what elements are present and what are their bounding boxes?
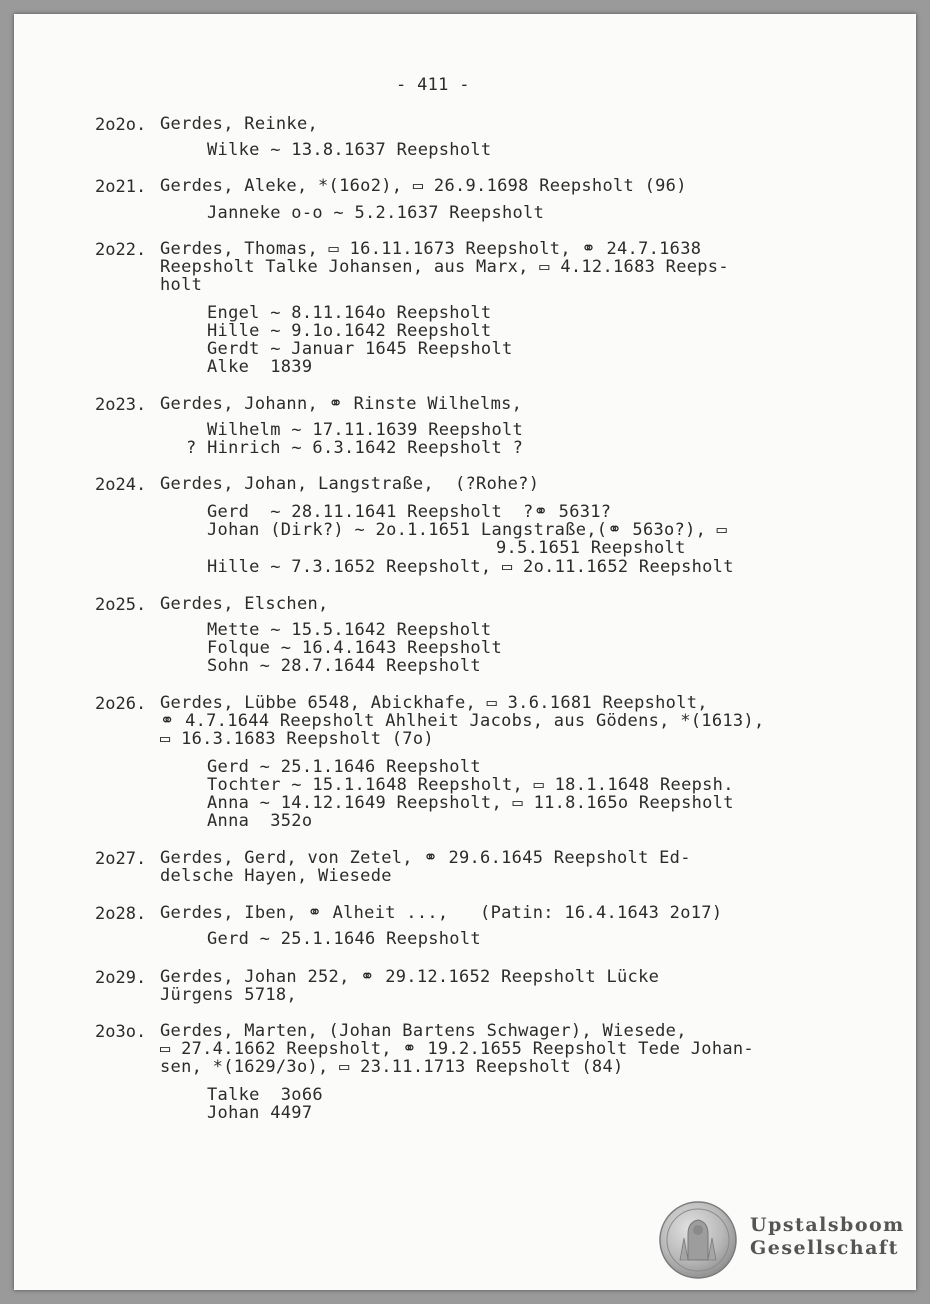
entry-heading: Gerdes, Lübbe 6548, Abickhafe, ▭ 3.6.1681 Reepsholt, [160,693,708,713]
entry-number: 2o29. [95,968,147,988]
entry-line: ▭ 16.3.1683 Reepsholt (7o) [160,729,434,749]
child-line: Gerdt ~ Januar 1645 Reepsholt [207,339,513,359]
entry-line: ▭ 27.4.1662 Reepsholt, ⚭ 19.2.1655 Reepsholt Tede Johan- [160,1039,754,1059]
child-line: Wilhelm ~ 17.11.1639 Reepsholt [207,420,524,440]
child-line: Gerd ~ 25.1.1646 Reepsholt [207,929,481,949]
child-line: Tochter ~ 15.1.1648 Reepsholt, ▭ 18.1.1648 Reepsh. [207,775,734,795]
entry-heading: Gerdes, Johan 252, ⚭ 29.12.1652 Reepsholt Lücke [160,967,660,987]
entry-number: 2o21. [95,177,147,197]
entry-heading: Gerdes, Elschen, [160,594,329,614]
child-line: Anna 352o [207,811,313,831]
child-line: Mette ~ 15.5.1642 Reepsholt [207,620,492,640]
child-line: 9.5.1651 Reepsholt [496,538,686,558]
entry-number: 2o3o. [95,1022,147,1042]
child-line: Johan 4497 [207,1103,313,1123]
society-name-line1: Upstalsboom [750,1214,905,1236]
child-line: Janneke o-o ~ 5.2.1637 Reepsholt [207,203,545,223]
society-name-line2: Gesellschaft [750,1237,899,1259]
child-line: Gerd ~ 28.11.1641 Reepsholt ?⚭ 5631? [207,502,612,522]
entry-heading: Gerdes, Johan, Langstraße, (?Rohe?) [160,474,540,494]
entry-line: Jürgens 5718, [160,985,297,1005]
entry-heading: Gerdes, Thomas, ▭ 16.11.1673 Reepsholt, ⚭ 24.7.1638 [160,239,702,259]
child-line: Johan (Dirk?) ~ 2o.1.1651 Langstraße,(⚭ 563o?), ▭ [207,520,728,540]
entry-number: 2o27. [95,849,147,869]
child-line: Hille ~ 7.3.1652 Reepsholt, ▭ 2o.11.1652 Reepsholt [207,557,734,577]
entry-line: Reepsholt Talke Johansen, aus Marx, ▭ 4.12.1683 Reeps- [160,257,729,277]
entry-line: sen, *(1629/3o), ▭ 23.11.1713 Reepsholt (84) [160,1057,624,1077]
child-line: Folque ~ 16.4.1643 Reepsholt [207,638,502,658]
society-name [750,1214,905,1260]
entry-line: ⚭ 4.7.1644 Reepsholt Ahlheit Jacobs, aus Gödens, *(1613), [160,711,765,731]
child-line: Engel ~ 8.11.164o Reepsholt [207,303,492,323]
child-line: Wilke ~ 13.8.1637 Reepsholt [207,140,492,160]
entry-number: 2o26. [95,694,147,714]
society-logo [658,1200,905,1280]
entry-number: 2o25. [95,595,147,615]
child-line: ? Hinrich ~ 6.3.1642 Reepsholt ? [186,438,524,458]
entry-heading: Gerdes, Iben, ⚭ Alheit ..., (Patin: 16.4.1643 2o17) [160,903,723,923]
child-line: Alke 1839 [207,357,313,377]
entry-number: 2o22. [95,240,147,260]
child-line: Gerd ~ 25.1.1646 Reepsholt [207,757,481,777]
entry-number: 2o2o. [95,115,147,135]
entry-line: delsche Hayen, Wiesede [160,866,392,886]
child-line: Sohn ~ 28.7.1644 Reepsholt [207,656,481,676]
document-page [14,14,916,1290]
entry-number: 2o28. [95,904,147,924]
society-seal-icon [658,1200,738,1280]
entry-number: 2o24. [95,475,147,495]
page-number: - 411 - [396,75,470,95]
entry-heading: Gerdes, Aleke, *(16o2), ▭ 26.9.1698 Reepsholt (96) [160,176,687,196]
child-line: Anna ~ 14.12.1649 Reepsholt, ▭ 11.8.165o Reepsholt [207,793,734,813]
entry-line: holt [160,275,203,295]
entry-number: 2o23. [95,395,147,415]
entry-heading: Gerdes, Gerd, von Zetel, ⚭ 29.6.1645 Reepsholt Ed- [160,848,691,868]
document-body [14,14,916,1290]
entry-heading: Gerdes, Reinke, [160,114,319,134]
entry-heading: Gerdes, Marten, (Johan Bartens Schwager), Wiesede, [160,1021,687,1041]
child-line: Hille ~ 9.1o.1642 Reepsholt [207,321,492,341]
entry-heading: Gerdes, Johann, ⚭ Rinste Wilhelms, [160,394,523,414]
child-line: Talke 3o66 [207,1085,323,1105]
